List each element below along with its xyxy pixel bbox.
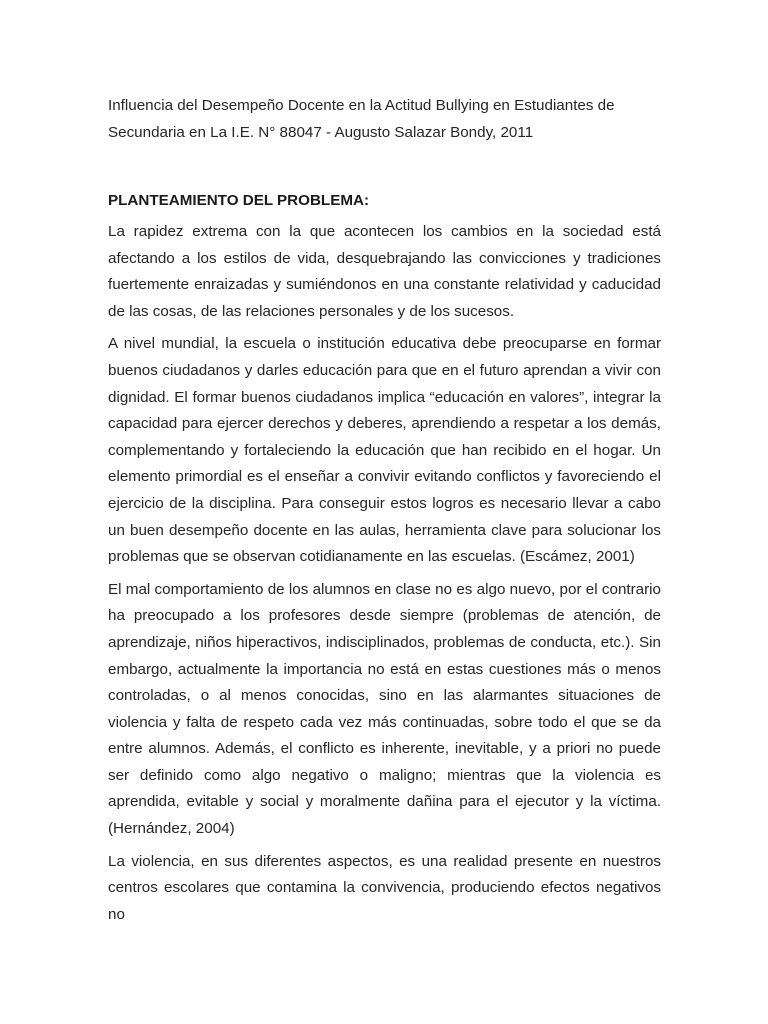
paragraph: A nivel mundial, la escuela o institución educativa debe preocuparse en formar buenos ciudadanos y darles educación para que en el futuro aprendan a vivir con dignidad. El formar buenos ciudadanos implica “educación en valores”, integrar la capacidad para ejercer derechos y deberes, aprendiendo a respetar a los demás, complementando y fortaleciendo la educación que han recibido en el hogar. Un elemento primordial es el enseñar a convivir evitando conflictos y favoreciendo el ejercicio de la disciplina. Para conseguir estos logros es necesario llevar a cabo un buen desempeño docente en las aulas, herramienta clave para solucionar los problemas que se observan cotidianamente en las escuelas. (Escámez, 2001) <box>108 335 661 566</box>
section-heading: PLANTEAMIENTO DEL PROBLEMA: <box>108 192 370 209</box>
document-body <box>108 92 661 928</box>
paragraph: La violencia, en sus diferentes aspectos, es una realidad presente en nuestros centros escolares que contamina la convivencia, produciendo efectos negativos no <box>108 852 661 923</box>
paragraph: El mal comportamiento de los alumnos en clase no es algo nuevo, por el contrario ha preocupado a los profesores desde siempre (problemas de atención, de aprendizaje, niños hiperactivos, indisciplinados, problemas de conducta, etc.). Sin embargo, actualmente la importancia no está en estas cuestiones más o menos controladas, o al menos conocidas, sino en las alarmantes situaciones de violencia y falta de respeto cada vez más continuadas, sobre todo el que se da entre alumnos. Además, el conflicto es inherente, inevitable, y a priori no puede ser definido como algo negativo o maligno; mientras que la violencia es aprendida, evitable y social y moralmente dañina para el ejecutor y la víctima. (Hernández, 2004) <box>108 580 661 838</box>
document-title: Influencia del Desempeño Docente en la Actitud Bullying en Estudiantes de Secundaria en La I.E. N° 88047 - Augusto Salazar Bondy, 2011 <box>108 97 615 141</box>
paragraph: La rapidez extrema con la que acontecen los cambios en la sociedad está afectando a los estilos de vida, desquebrajando las convicciones y tradiciones fuertemente enraizadas y sumiéndonos en una constante relatividad y caducidad de las cosas, de las relaciones personales y de los sucesos. <box>108 223 661 320</box>
